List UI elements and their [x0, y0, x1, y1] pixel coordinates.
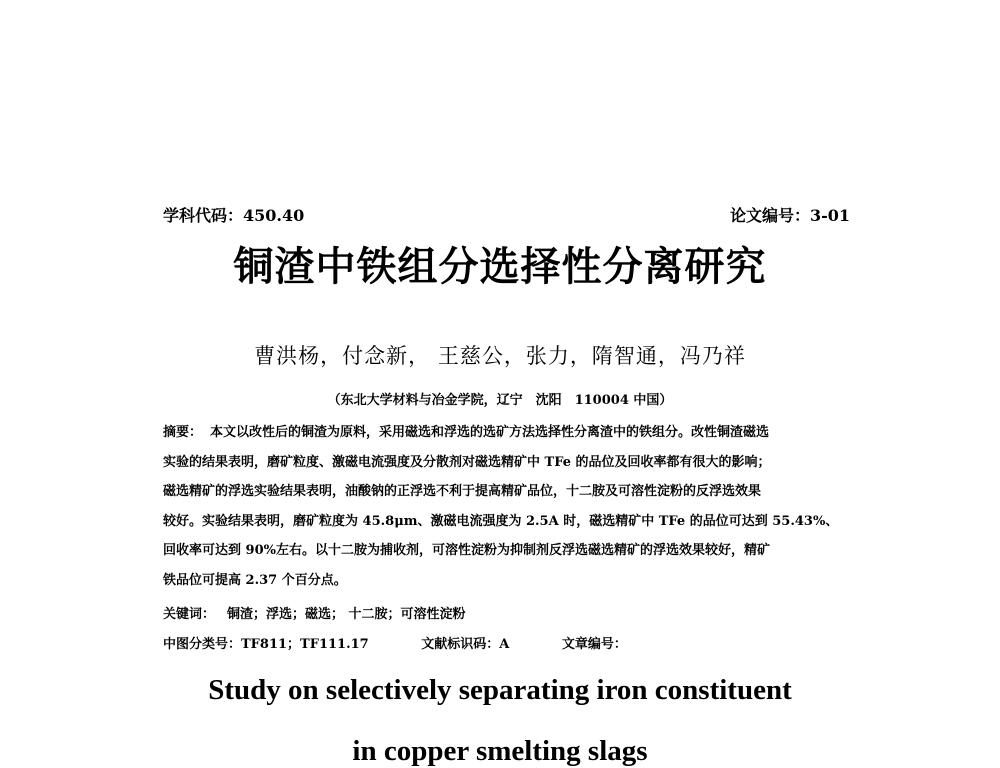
abstract-line: 磁选精矿的浮选实验结果表明，油酸钠的正浮选不利于提高精矿品位，十二胺及可溶性淀粉的反浮选效果 [163, 484, 762, 499]
keywords-value: 铜渣；浮选；磁选； 十二胺；可溶性淀粉 [227, 607, 466, 622]
clc-number: 中图分类号：TF811；TF111.17 [163, 637, 369, 652]
document-code: 文献标识码：A [421, 637, 510, 652]
paper-number: 论文编号：3-01 [729, 206, 850, 225]
abstract-line: 铁品位可提高 2.37 个百分点。 [163, 572, 347, 588]
english-title-line-1: Study on selectively separating iron constituent [208, 674, 792, 706]
keywords-label: 关键词： [163, 607, 216, 622]
abstract-line: 实验的结果表明，磨矿粒度、激磁电流强度及分散剂对磁选精矿中 TFe 的品位及回收率都有很大的影响； [163, 454, 771, 470]
abstract-text: 本文以改性后的铜渣为原料，采用磁选和浮选的选矿方法选择性分离渣中的铁组分。改性铜渣磁选 [210, 425, 770, 440]
author-list: 曹洪杨，付念新， 王慈公，张力，隋智通，冯乃祥 [254, 344, 746, 368]
abstract-label: 摘要： [163, 425, 203, 440]
subject-code: 学科代码：450.40 [163, 206, 305, 225]
abstract-line: 回收率可达到 90%左右。以十二胺为捕收剂，可溶性淀粉为抑制剂反浮选磁选精矿的浮选效果较好，精矿 [163, 543, 770, 558]
english-title-line-2: in copper smelting slags [352, 735, 648, 767]
keywords-row [163, 603, 466, 622]
abstract-line: 较好。实验结果表明，磨矿粒度为 45.8μm、激磁电流强度为 2.5A 时，磁选精矿中 TFe 的品位可达到 55.43%、 [163, 513, 839, 529]
author-affiliation: （东北大学材料与冶金学院，辽宁 沈阳 110004 中国） [327, 393, 673, 408]
chinese-title: 铜渣中铁组分选择性分离研究 [233, 243, 767, 290]
classification-row [163, 633, 627, 652]
article-number: 文章编号： [561, 637, 627, 652]
abstract-line [163, 418, 863, 448]
abstract-block [163, 418, 863, 595]
